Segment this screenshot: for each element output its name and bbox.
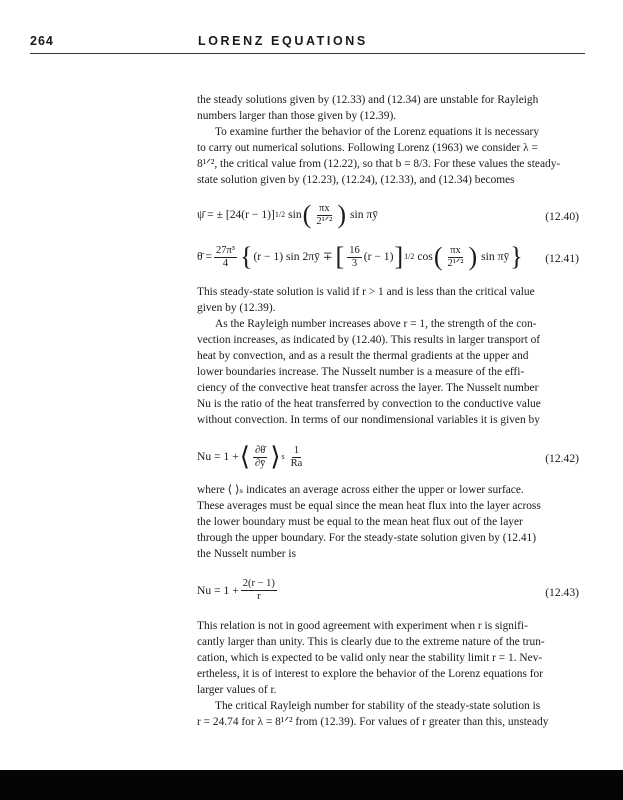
frac-den: ∂ȳ <box>254 457 266 469</box>
text-line: heat by convection, and as a result the thermal gradients at the upper and <box>197 350 529 362</box>
text-line: r = 24.74 for λ = 8¹ᐟ² from (12.39). For values of r greater than this, unsteady <box>197 716 549 728</box>
page-number: 264 <box>30 34 54 48</box>
page-body <box>197 92 579 730</box>
frac-den: 4 <box>222 257 229 269</box>
text-line: vection increases, as indicated by (12.40). This results in larger transport of <box>197 334 541 346</box>
eq-lhs: ψ̄ = ± [24(r − 1)] <box>197 208 275 221</box>
text-line: through the upper boundary. For the steady-state solution given by (12.41) <box>197 532 537 544</box>
text-line: lower boundaries increase. The Nusselt number is a measure of the effi- <box>197 366 525 378</box>
frac-num: ∂θ̄ <box>255 444 266 456</box>
text-line: larger values of r. <box>197 684 277 696</box>
equation-12-41 <box>197 236 579 272</box>
text-line: To examine further the behavior of the Lorenz equations it is necessary <box>215 126 540 138</box>
eq-inner: (r − 1) sin 2πȳ ∓ <box>253 250 333 263</box>
eq-tail: sin πȳ <box>481 250 510 263</box>
paragraph-4-cont <box>197 332 579 428</box>
eq-fraction <box>253 445 267 470</box>
text-line: the steady solutions given by (12.33) and (12.34) are unstable for Rayleigh <box>197 94 539 106</box>
text-line: numbers larger than those given by (12.39). <box>197 110 397 122</box>
frac-den: 3 <box>351 257 358 269</box>
brace-open: { <box>239 242 253 271</box>
eq-fraction <box>289 445 305 470</box>
equation-number: (12.43) <box>545 586 579 599</box>
text-line: cantly larger than unity. This is clearly due to the extreme nature of the trun- <box>197 636 545 648</box>
text-line: cation, which is expected to be valid only near the stability limit r = 1. Nev- <box>197 652 543 664</box>
equation-number: (12.41) <box>545 252 579 265</box>
eq-fraction <box>347 245 362 270</box>
text-line: to carry out numerical solutions. Following Lorenz (1963) we consider λ = <box>197 142 538 154</box>
paragraph-3 <box>197 284 579 316</box>
text-line: Nu is the ratio of the heat transferred by convection to the conductive value <box>197 398 541 410</box>
paren-open: ( <box>433 242 443 271</box>
paren-close: ) <box>337 200 346 229</box>
eq-exponent: 1/2 <box>404 252 415 261</box>
frac-den: 2¹ᐟ² <box>316 215 333 227</box>
frac-den: 2¹ᐟ² <box>447 257 464 269</box>
paragraph-2-cont <box>197 140 579 188</box>
text-line: ertheless, it is of interest to explore the behavior of the Lorenz equations for <box>197 668 544 680</box>
bracket-open: [ <box>335 242 345 271</box>
paragraph-6 <box>197 618 579 698</box>
page-header <box>30 34 590 56</box>
paragraph-7-cont <box>197 714 579 730</box>
paragraph-2 <box>197 124 579 140</box>
text-line: the Nusselt number is <box>197 548 297 560</box>
eq-lhs: θ̄ = <box>197 250 212 263</box>
paragraph-5 <box>197 482 579 562</box>
text-line: As the Rayleigh number increases above r = 1, the strength of the con- <box>215 318 537 330</box>
eq-cos: cos <box>417 250 433 263</box>
text-line: ciency of the convective heat transfer across the layer. The Nusselt number <box>197 382 539 394</box>
eq-lhs: Nu = 1 + <box>197 450 239 463</box>
frac-num: πx <box>450 244 461 256</box>
paragraph-4 <box>197 316 579 332</box>
brace-close: } <box>510 242 523 271</box>
text-line: given by (12.39). <box>197 302 276 314</box>
bracket-close: ] <box>394 242 404 271</box>
paragraph-1 <box>197 92 579 124</box>
frac-num: 16 <box>349 244 360 256</box>
paren-open: ( <box>302 200 312 229</box>
equation-number: (12.40) <box>545 210 579 223</box>
frac-den: Ra <box>290 457 303 469</box>
angle-close: ⟩ <box>270 442 281 471</box>
text-line: The critical Rayleigh number for stability of the steady-state solution is <box>215 700 541 712</box>
running-head: LORENZ EQUATIONS <box>198 34 368 48</box>
text-line: This relation is not in good agreement with experiment when r is signifi- <box>197 620 528 632</box>
scan-edge <box>0 770 623 800</box>
text-line: the lower boundary must be equal to the mean heat flux out of the layer <box>197 516 523 528</box>
eq-tail: sin πȳ <box>350 208 379 221</box>
frac-num: 2(r − 1) <box>242 578 275 589</box>
text-line: without convection. In terms of our nondimensional variables it is given by <box>197 414 540 426</box>
text-line: These averages must be equal since the mean heat flux into the layer across <box>197 500 541 512</box>
equation-number: (12.42) <box>545 452 579 465</box>
text-line: 8¹ᐟ², the critical value from (12.22), so that b = 8/3. For these values the steady- <box>197 158 561 170</box>
eq-exponent: 1/2 <box>274 210 286 219</box>
paragraph-7 <box>197 698 579 714</box>
equation-12-42 <box>197 436 579 472</box>
frac-num: 1 <box>293 444 300 456</box>
equation-12-43 <box>197 570 579 606</box>
frac-den: r <box>257 591 261 602</box>
eq-fraction <box>445 245 465 270</box>
paren-close: ) <box>468 242 478 271</box>
angle-open: ⟨ <box>239 442 250 471</box>
frac-num: πx <box>319 202 330 214</box>
text-line: state solution given by (12.23), (12.24), (12.33), and (12.34) becomes <box>197 174 515 186</box>
header-rule <box>30 53 585 54</box>
equation-12-40 <box>197 194 579 230</box>
eq-coef <box>214 245 237 270</box>
text-line: where ⟨ ⟩ₛ indicates an average across either the upper or lower surface. <box>197 484 524 496</box>
eq-fraction <box>314 203 334 228</box>
text-line: This steady-state solution is valid if r > 1 and is less than the critical value <box>197 286 535 298</box>
eq-subscript: s <box>281 452 285 461</box>
eq-fraction <box>241 578 277 603</box>
eq-lhs: Nu = 1 + <box>197 583 239 597</box>
eq-inner: (r − 1) <box>363 250 394 263</box>
frac-num: 27π³ <box>216 244 235 256</box>
eq-sin: sin <box>288 208 302 221</box>
